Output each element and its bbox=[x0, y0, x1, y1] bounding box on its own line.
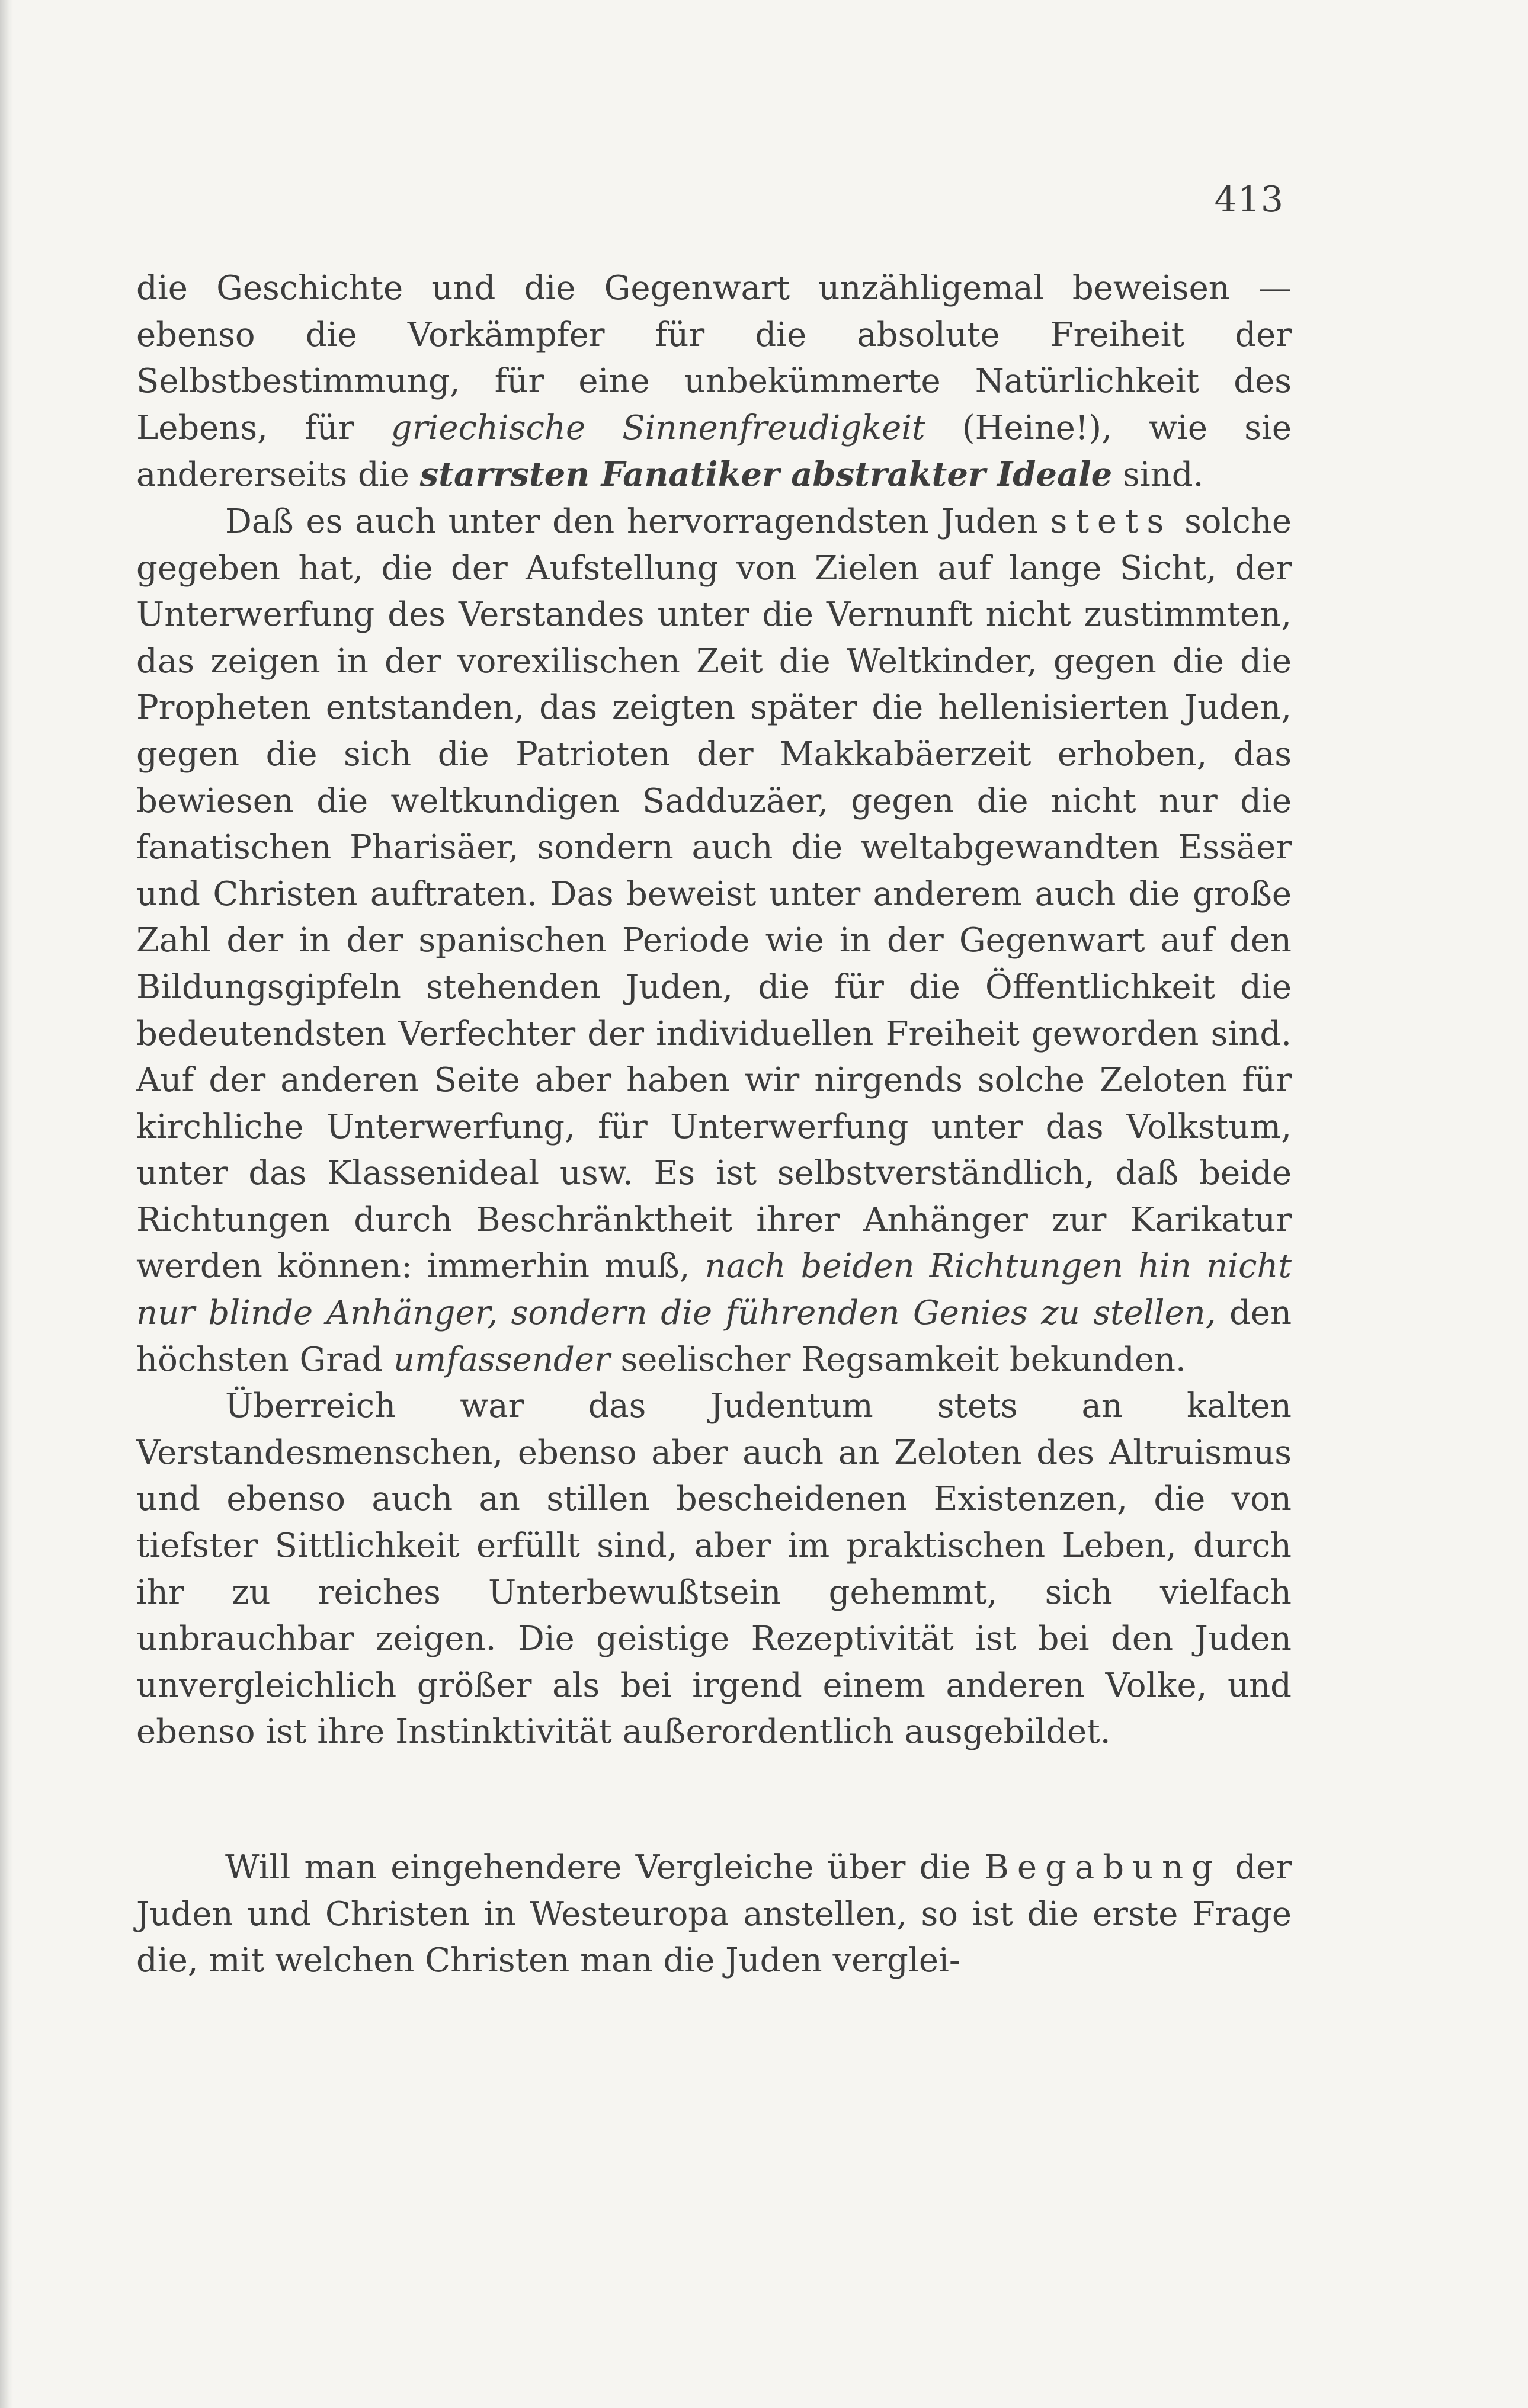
paragraph-2-text-3: den höchsten Grad bbox=[136, 1294, 1292, 1379]
paragraph-3: Überreich war das Judentum stets an kalten Verstandesmenschen, ebenso aber auch an Zeloten des Altruismus und ebenso auch an stillen bescheidenen Existenzen, die von tiefster Sittlichkeit erfüllt sind, aber im praktischen Leben, durch ihr zu reiches Unterbewußtsein gehemmt, sich vielfach unbrauchbar zeigen. Die geistige Rezeptivität ist bei den Juden unvergleichlich größer als bei irgend einem anderen Volke, und ebenso ist ihre Instinktivität außerordentlich ausgebildet. bbox=[136, 1387, 1292, 1752]
page-edge-shadow bbox=[0, 0, 13, 2408]
paragraph-2-spaced: stets bbox=[1050, 502, 1173, 541]
paragraph-2-text: Daß es auch unter den hervorragendsten Juden bbox=[225, 502, 1050, 541]
paragraph-1-text: die Geschichte und die Gegenwart unzähligemal beweisen — ebenso die Vorkämpfer für die absolute Freiheit der Selbstbestimmung, für eine unbekümmerte Natürlichkeit des Lebens, für bbox=[136, 269, 1292, 447]
paragraph-4-text-2: der Juden und Christen in Westeuropa anstellen, so ist die erste Frage die, mit welchen Christen man die Juden verglei- bbox=[136, 1848, 1292, 1980]
paragraph-2-text-2: solche gegeben hat, die der Aufstellung von Zielen auf lange Sicht, der Unterwerfung des Verstandes unter die Vernunft nicht zustimmten, das zeigen in der vorexilischen Zeit die Weltkinder, gegen die die Propheten entstanden, das zeigten später die hellenisierten Juden, gegen die sich die Patrioten der Makkabäerzeit erhoben, das bewiesen die weltkundigen Sadduzäer, gegen die nicht nur die fanatischen Pharisäer, sondern auch die weltabgewandten Essäer und Christen auftraten. Das beweist unter anderem auch die große Zahl der in der spanischen Periode wie in der Gegenwart auf den Bildungsgipfeln stehenden Juden, die für die Öffentlichkeit die bedeutendsten Verfechter der individuellen Freiheit geworden sind. Auf der anderen Seite aber haben wir nirgends solche Zeloten für kirchliche Unterwerfung, für Unterwerfung unter das Volkstum, unter das Klassenideal usw. Es ist selbstverständlich, daß beide Richtungen durch Beschränktheit ihrer Anhänger zur Karikatur werden können: immerhin muß, bbox=[136, 502, 1292, 1286]
paragraph-4 bbox=[136, 1845, 1292, 1984]
paragraph-4-text: Will man eingehendere Vergleiche über die bbox=[225, 1848, 985, 1887]
page-number: 413 bbox=[1214, 179, 1284, 220]
paragraph-1-text-2: (Heine!), wie sie andererseits die bbox=[136, 408, 1292, 495]
paragraph-2-text-4: seelischer Regsamkeit bekunden. bbox=[610, 1340, 1186, 1379]
paragraph-2-italic-2: umfassender bbox=[393, 1340, 610, 1379]
paragraph-2-italic: nach beiden Richtungen hin nicht nur blinde Anhänger, sondern die führenden Genies zu stellen, bbox=[136, 1247, 1292, 1333]
paragraph-1-text-3: sind. bbox=[1112, 456, 1204, 495]
paragraph-2 bbox=[136, 499, 1292, 1383]
body-text bbox=[136, 265, 1292, 1984]
paragraph-1-bold-italic: starrsten Fanatiker abstrakter Ideale bbox=[419, 455, 1113, 495]
paragraph-1-italic: griechische Sinnenfreudigkeit bbox=[390, 408, 925, 447]
paragraph-4-spaced: Begabung bbox=[984, 1848, 1222, 1887]
paragraph-1 bbox=[136, 265, 1292, 499]
